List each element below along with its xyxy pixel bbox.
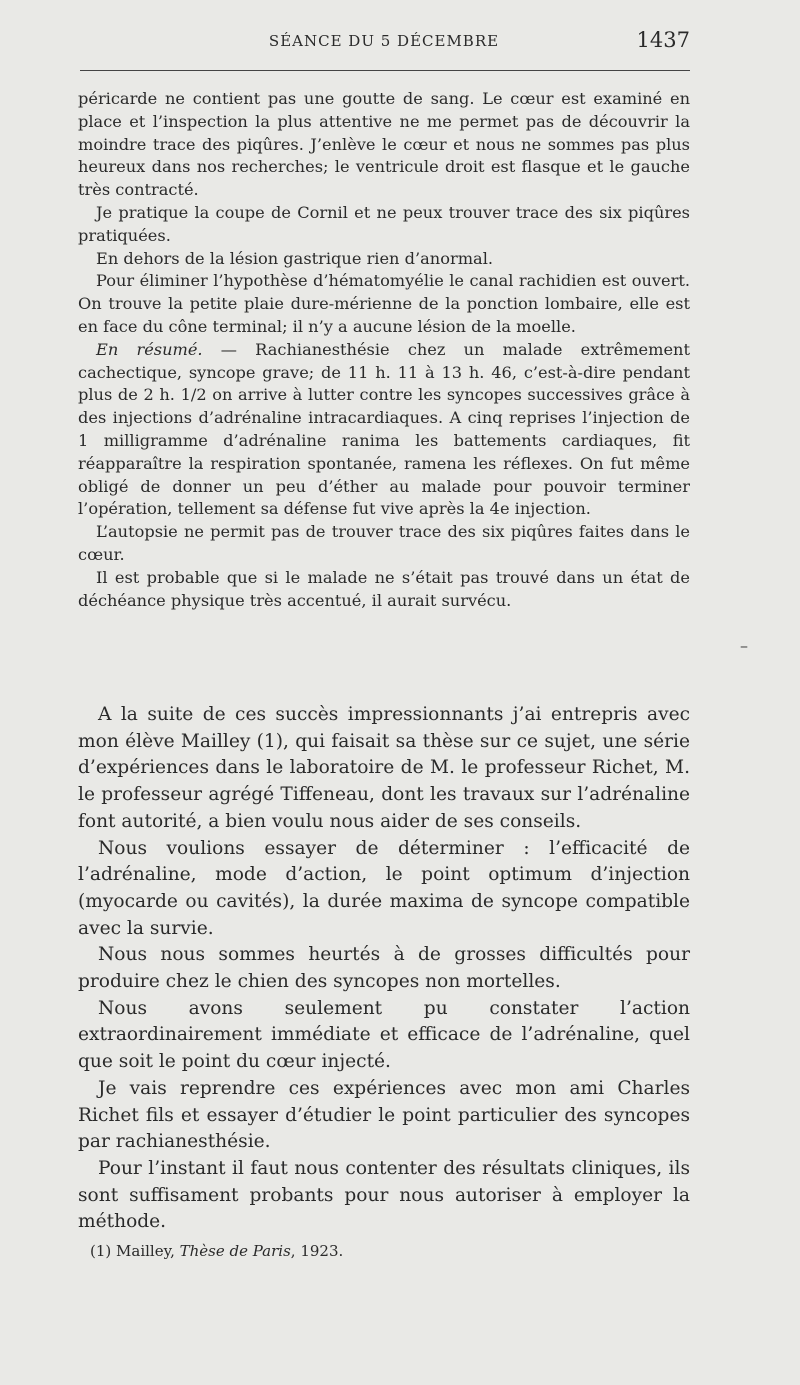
main-text-section [78,702,690,1236]
footnote-title: Thèse de Paris [179,1242,291,1260]
summary-lead: En résumé. [96,339,203,359]
page-header [78,28,690,58]
paragraph: En dehors de la lésion gastrique rien d’anormal. [96,248,494,268]
paragraph: Pour l’instant il faut nous contenter des résultats cliniques, ils sont suffisament probants pour nous autoriser à employer la méthode. [78,1157,690,1233]
case-report-section [78,88,690,612]
paragraph: Nous avons seulement pu constater l’action extraordinairement immédiate et efficace de l’adrénaline, quel que soit le point du cœur injecté. [78,997,690,1073]
margin-mark: – [740,636,748,655]
summary-text: — Rachianesthésie chez un malade extrêmement cachectique, syncope grave; de 11 h. 11 à 13 h. 46, c’est-à-dire pendant plus de 2 h. 1/2 on arrive à lutter contre les syncopes successives grâce à des injections d’adrénaline intracardiaques. A cinq reprises l’injection de 1 milligramme d’adrénaline ranima les battements cardiaques, fit réapparaître la respiration spontanée, ramena les réflexes. On fut même obligé de donner un peu d’éther au malade pour pouvoir terminer l’opération, tellement sa défense fut vive après la 4e injection. [78,339,690,519]
paragraph: péricarde ne contient pas une goutte de sang. Le cœur est examiné en place et l’inspection la plus attentive ne me permet pas de découvrir la moindre trace des piqûres. J’enlève le cœur et nous ne sommes pas plus heureux dans nos recherches; le ventricule droit est flasque et le gauche très contracté. [78,89,690,200]
paragraph: Pour éliminer l’hypothèse d’hématomyélie le canal rachidien est ouvert. On trouve la petite plaie dure-mérienne de la ponction lombaire, elle est en face du cône terminal; il n’y a aucune lésion de la moelle. [78,271,690,336]
paragraph: L’autopsie ne permit pas de trouver trace des six piqûres faites dans le cœur. [78,522,690,564]
page-number: 1437 [636,28,690,52]
paragraph: Nous nous sommes heurtés à de grosses difficultés pour produire chez le chien des syncopes non mortelles. [78,944,690,993]
summary-paragraph [78,339,690,521]
footnote-suffix: , 1923. [290,1242,344,1260]
header-rule [80,70,690,71]
paragraph: Je pratique la coupe de Cornil et ne peux trouver trace des six piqûres pratiquées. [78,202,690,245]
running-head: SÉANCE DU 5 DÉCEMBRE [268,32,500,50]
paragraph: Nous voulions essayer de déterminer : l’efficacité de l’adrénaline, mode d’action, le point optimum d’injection (myocarde ou cavités), la durée maxima de syncope compatible avec la survie. [78,837,690,939]
paragraph: Je vais reprendre ces expériences avec mon ami Charles Richet fils et essayer d’étudier le point particulier des syncopes par rachianesthésie. [78,1077,690,1153]
paragraph: Il est probable que si le malade ne s’était pas trouvé dans un état de déchéance physique très accentué, il aurait survécu. [78,567,690,610]
footnote-prefix: (1) Mailley, [90,1242,180,1260]
paragraph: A la suite de ces succès impressionnants j’ai entrepris avec mon élève Mailley (1), qui faisait sa thèse sur ce sujet, une série d’expériences dans le laboratoire de M. le professeur Richet, M. le professeur agrégé Tiffeneau, dont les travaux sur l’adrénaline font autorité, a bien voulu nous aider de ses conseils. [78,704,690,832]
footnote [90,1242,343,1260]
